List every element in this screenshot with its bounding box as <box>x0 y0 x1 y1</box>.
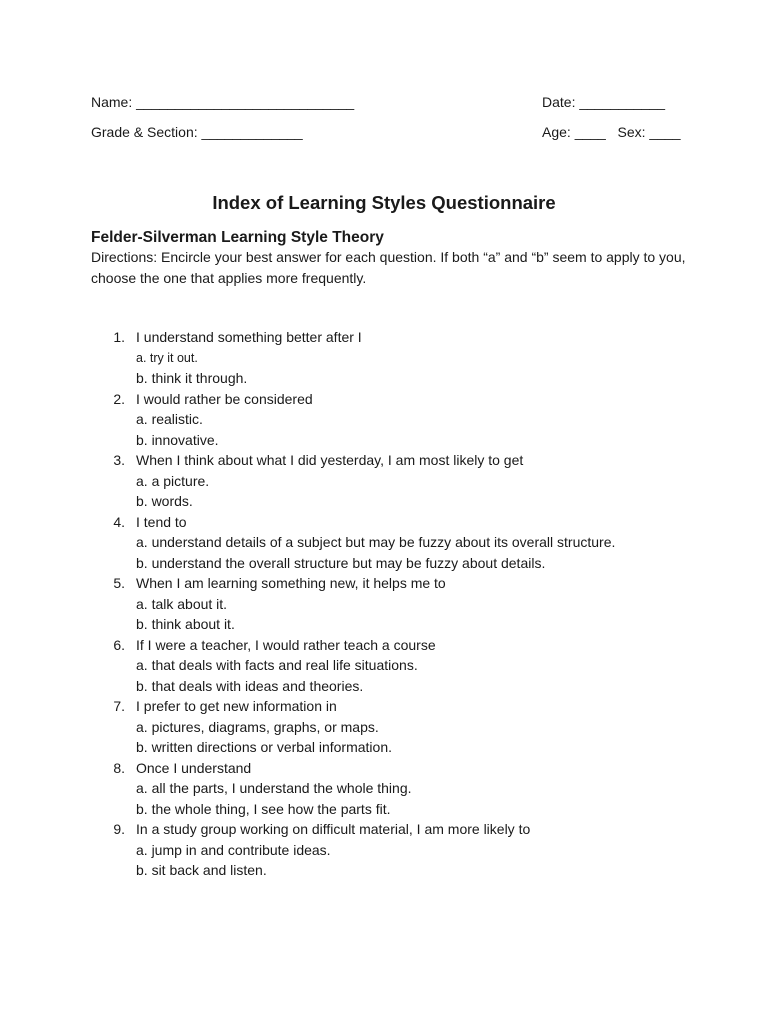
answer-option-b[interactable]: b. words. <box>136 493 193 509</box>
answer-option-b[interactable]: b. sit back and listen. <box>136 862 267 878</box>
question-number: 8. <box>113 759 125 776</box>
answer-option-a[interactable]: a. all the parts, I understand the whole thing. <box>136 780 412 796</box>
answer-option-b[interactable]: b. understand the overall structure but may be fuzzy about details. <box>136 554 546 571</box>
answer-option-a[interactable]: a. jump in and contribute ideas. <box>136 841 331 858</box>
question-text: When I think about what I did yesterday, I am most likely to get <box>136 452 524 468</box>
question-number: 9. <box>113 821 125 837</box>
answer-option-a[interactable]: a. talk about it. <box>136 595 228 612</box>
question-number: 5. <box>113 575 125 591</box>
answer-option-a[interactable]: a. realistic. <box>136 411 203 427</box>
question-text: I would rather be considered <box>136 390 313 407</box>
answer-option-a[interactable]: a. pictures, diagrams, graphs, or maps. <box>136 718 379 735</box>
question-list <box>0 327 615 881</box>
question-text: I understand something better after I <box>136 329 362 345</box>
grade-section-field: Grade & Section: _____________ <box>91 124 303 140</box>
question-text: In a study group working on difficult material, I am more likely to <box>136 821 531 837</box>
question-item <box>0 450 615 512</box>
section-subtitle: Felder-Silverman Learning Style Theory <box>91 229 384 246</box>
answer-option-b[interactable]: b. innovative. <box>136 431 219 448</box>
answer-option-b[interactable]: b. think about it. <box>136 616 235 632</box>
question-text: I prefer to get new information in <box>136 698 337 714</box>
question-item <box>0 758 615 820</box>
question-number: 3. <box>113 452 125 468</box>
age-sex-field: Age: ____ Sex: ____ <box>542 124 681 140</box>
answer-option-b[interactable]: b. written directions or verbal information. <box>136 739 392 755</box>
question-item <box>0 389 615 451</box>
question-item <box>0 696 615 758</box>
question-text: I tend to <box>136 513 187 530</box>
question-number: 4. <box>113 513 125 530</box>
answer-option-a[interactable]: a. that deals with facts and real life situations. <box>136 657 418 673</box>
question-item <box>0 327 615 389</box>
question-text: If I were a teacher, I would rather teach a course <box>136 636 436 653</box>
name-field: Name: ____________________________ <box>91 94 355 110</box>
answer-option-b[interactable]: b. think it through. <box>136 370 248 386</box>
answer-option-b[interactable]: b. that deals with ideas and theories. <box>136 677 364 694</box>
question-text: Once I understand <box>136 759 252 776</box>
answer-option-a[interactable]: a. try it out. <box>136 350 198 365</box>
question-number: 2. <box>113 390 125 407</box>
directions-text: Directions: Encircle your best answer for each question. If both “a” and “b” seem to apply to you, choose the one that applies more frequently. <box>91 249 686 286</box>
question-item <box>0 819 615 881</box>
question-item <box>0 512 615 574</box>
answer-option-a[interactable]: a. understand details of a subject but may be fuzzy about its overall structure. <box>136 534 616 550</box>
answer-option-a[interactable]: a. a picture. <box>136 472 210 489</box>
question-item <box>0 635 615 697</box>
date-field: Date: ___________ <box>542 94 665 110</box>
answer-option-b[interactable]: b. the whole thing, I see how the parts fit. <box>136 800 391 817</box>
question-number: 6. <box>113 636 125 653</box>
question-item <box>0 573 615 635</box>
question-text: When I am learning something new, it helps me to <box>136 575 446 591</box>
question-number: 1. <box>113 329 125 345</box>
question-number: 7. <box>113 698 125 714</box>
page-title: Index of Learning Styles Questionnaire <box>212 192 556 213</box>
